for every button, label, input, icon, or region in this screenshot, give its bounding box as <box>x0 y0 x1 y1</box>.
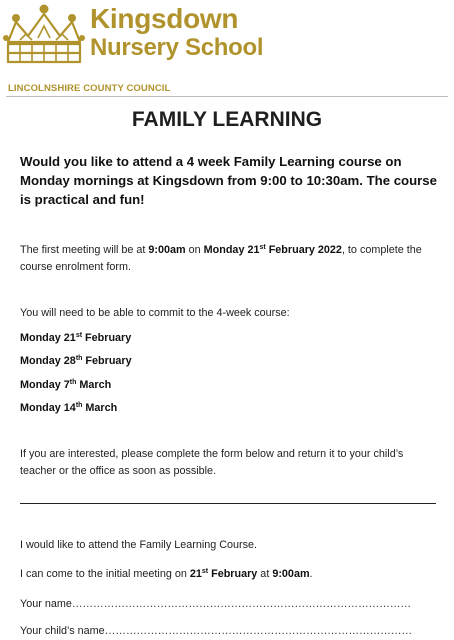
child-name-dotted-line[interactable]: …………………………………………………………………………… <box>104 625 412 637</box>
meeting-statement: I can come to the initial meeting on 21st February at 9:00am. <box>20 568 313 580</box>
child-name-field[interactable] <box>20 623 440 640</box>
course-date-item: Monday 7th March <box>20 378 112 391</box>
commit-text: You will need to be able to commit to the 4-week course: <box>20 307 290 319</box>
school-name-line1: Kingsdown <box>90 3 239 34</box>
your-name-label: Your name <box>20 598 72 610</box>
header-divider <box>6 96 448 97</box>
course-dates-list <box>20 330 132 423</box>
return-instructions: If you are interested, please complete the form below and return it to your child’s teacher or the office as soon as possible. <box>20 448 404 477</box>
first-meeting-text: The first meeting will be at 9:00am on Monday 21st February 2022, to complete the course enrolment form. <box>20 244 422 273</box>
your-name-field[interactable] <box>20 596 440 613</box>
your-name-dotted-line[interactable]: …………………………………………………………………………………… <box>71 598 411 610</box>
attend-statement: I would like to attend the Family Learning Course. <box>20 539 258 551</box>
page-title: FAMILY LEARNING <box>131 108 323 131</box>
form-divider <box>20 503 436 504</box>
school-name-line2: Nursery School <box>90 34 264 61</box>
course-date-item: Monday 28th February <box>20 355 132 368</box>
course-date-item: Monday 21st February <box>20 332 132 344</box>
crown-logo <box>2 2 86 68</box>
council-name: LINCOLNSHIRE COUNTY COUNCIL <box>8 83 171 94</box>
school-name <box>90 5 263 60</box>
intro-text: Would you like to attend a 4 week Family Learning course on Monday mornings at Kingsdown from 9:00 to 10:30am. The course is practical and fun! <box>20 154 437 207</box>
course-date-item: Monday 14th March <box>20 401 118 414</box>
child-name-label: Your child’s name <box>20 625 105 637</box>
